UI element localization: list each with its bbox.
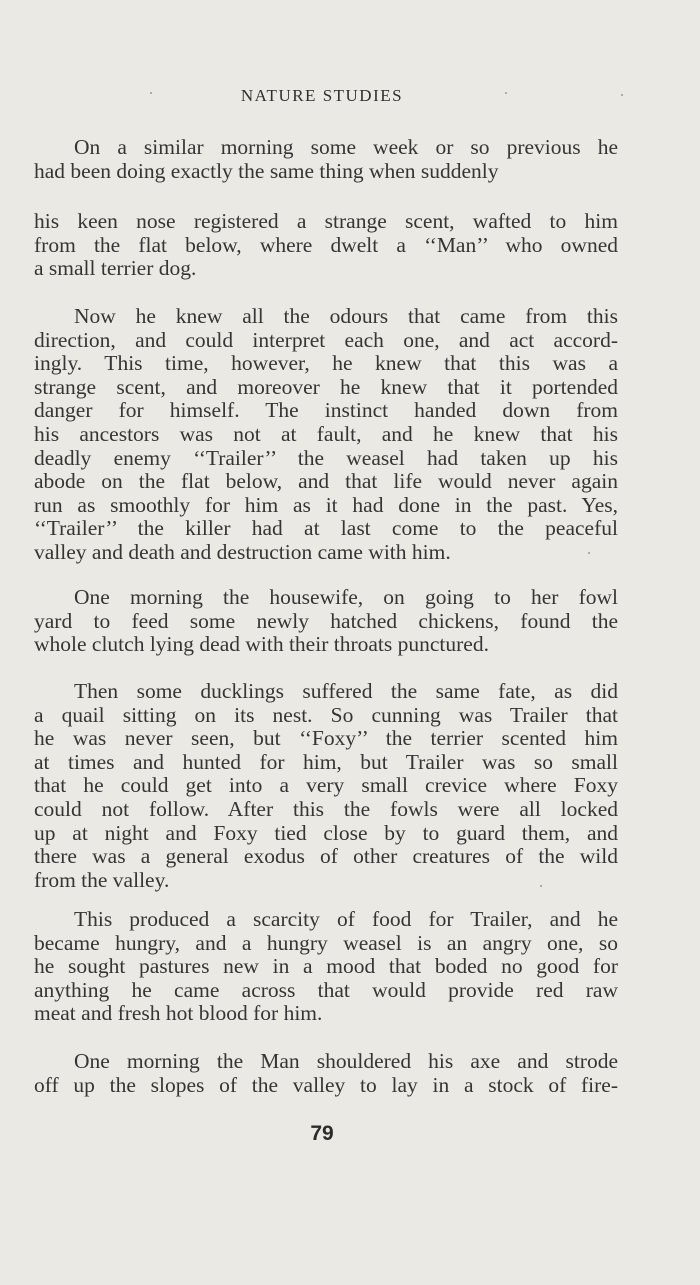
- text-line: from the valley.: [34, 867, 170, 892]
- text-line: his keen nose registered a strange scent, wafted to him: [34, 209, 618, 233]
- running-head: NATURE STUDIES: [240, 86, 404, 105]
- text-line: a quail sitting on its nest. So cunning was Trailer that: [34, 702, 618, 727]
- text-line: Then some ducklings suffered the same fate, as did: [74, 679, 618, 703]
- text-line: abode on the flat below, and that life would never again: [34, 469, 618, 494]
- text-line: his ancestors was not at fault, and he knew that his: [34, 421, 618, 446]
- scan-speck: [150, 92, 152, 94]
- page-number: 79: [310, 1122, 334, 1145]
- paragraph: [34, 136, 618, 183]
- paragraph: [34, 210, 618, 281]
- paragraph: [34, 680, 618, 892]
- paragraph: [34, 1050, 618, 1097]
- text-line: strange scent, and moreover he knew that it portended: [34, 374, 618, 399]
- text-line: yard to feed some newly hatched chickens, found the: [34, 608, 618, 633]
- text-line: ingly. This time, however, he knew that this was a: [34, 351, 618, 376]
- text-line: up at night and Foxy tied close by to guard them, and: [34, 820, 618, 845]
- text-line: there was a general exodus of other creatures of the wild: [34, 844, 618, 869]
- text-line: One morning the housewife, on going to her fowl: [74, 585, 618, 609]
- text-line: direction, and could interpret each one, and act accord-: [34, 327, 618, 352]
- text-line: danger for himself. The instinct handed down from: [34, 398, 618, 423]
- paragraph: [34, 908, 618, 1026]
- text-line: This produced a scarcity of food for Trailer, and he: [74, 907, 618, 931]
- text-line: from the flat below, where dwelt a ‘‘Man’’ who owned: [34, 232, 618, 257]
- text-line: On a similar morning some week or so previous he: [74, 135, 618, 159]
- text-line: One morning the Man shouldered his axe and strode: [74, 1049, 618, 1073]
- text-line: a small terrier dog.: [34, 256, 197, 281]
- text-line: could not follow. After this the fowls were all locked: [34, 796, 618, 821]
- text-line: run as smoothly for him as it had done in the past. Yes,: [34, 492, 618, 517]
- scan-speck: [505, 92, 507, 94]
- text-line: meat and fresh hot blood for him.: [34, 1001, 323, 1026]
- text-line: that he could get into a very small crevice where Foxy: [34, 773, 618, 798]
- text-line: anything he came across that would provide red raw: [34, 977, 618, 1002]
- scan-speck: [588, 552, 590, 554]
- text-line: ‘‘Trailer’’ the killer had at last come to the peaceful: [34, 516, 618, 541]
- text-line: Now he knew all the odours that came from this: [74, 304, 618, 328]
- text-line: became hungry, and a hungry weasel is an angry one, so: [34, 930, 618, 955]
- text-line: deadly enemy ‘‘Trailer’’ the weasel had taken up his: [34, 445, 618, 470]
- scan-speck: [621, 94, 623, 96]
- text-line: had been doing exactly the same thing when suddenly: [34, 158, 499, 183]
- text-line: at times and hunted for him, but Trailer was so small: [34, 749, 618, 774]
- paragraph: [34, 586, 618, 657]
- text-line: he sought pastures new in a mood that boded no good for: [34, 954, 618, 979]
- scan-speck: [540, 885, 542, 887]
- text-line: off up the slopes of the valley to lay in a stock of fire-: [34, 1072, 618, 1097]
- text-line: he was never seen, but ‘‘Foxy’’ the terrier scented him: [34, 726, 618, 751]
- text-line: whole clutch lying dead with their throats punctured.: [34, 632, 489, 657]
- text-line: valley and death and destruction came with him.: [34, 539, 451, 564]
- paragraph: [34, 305, 618, 565]
